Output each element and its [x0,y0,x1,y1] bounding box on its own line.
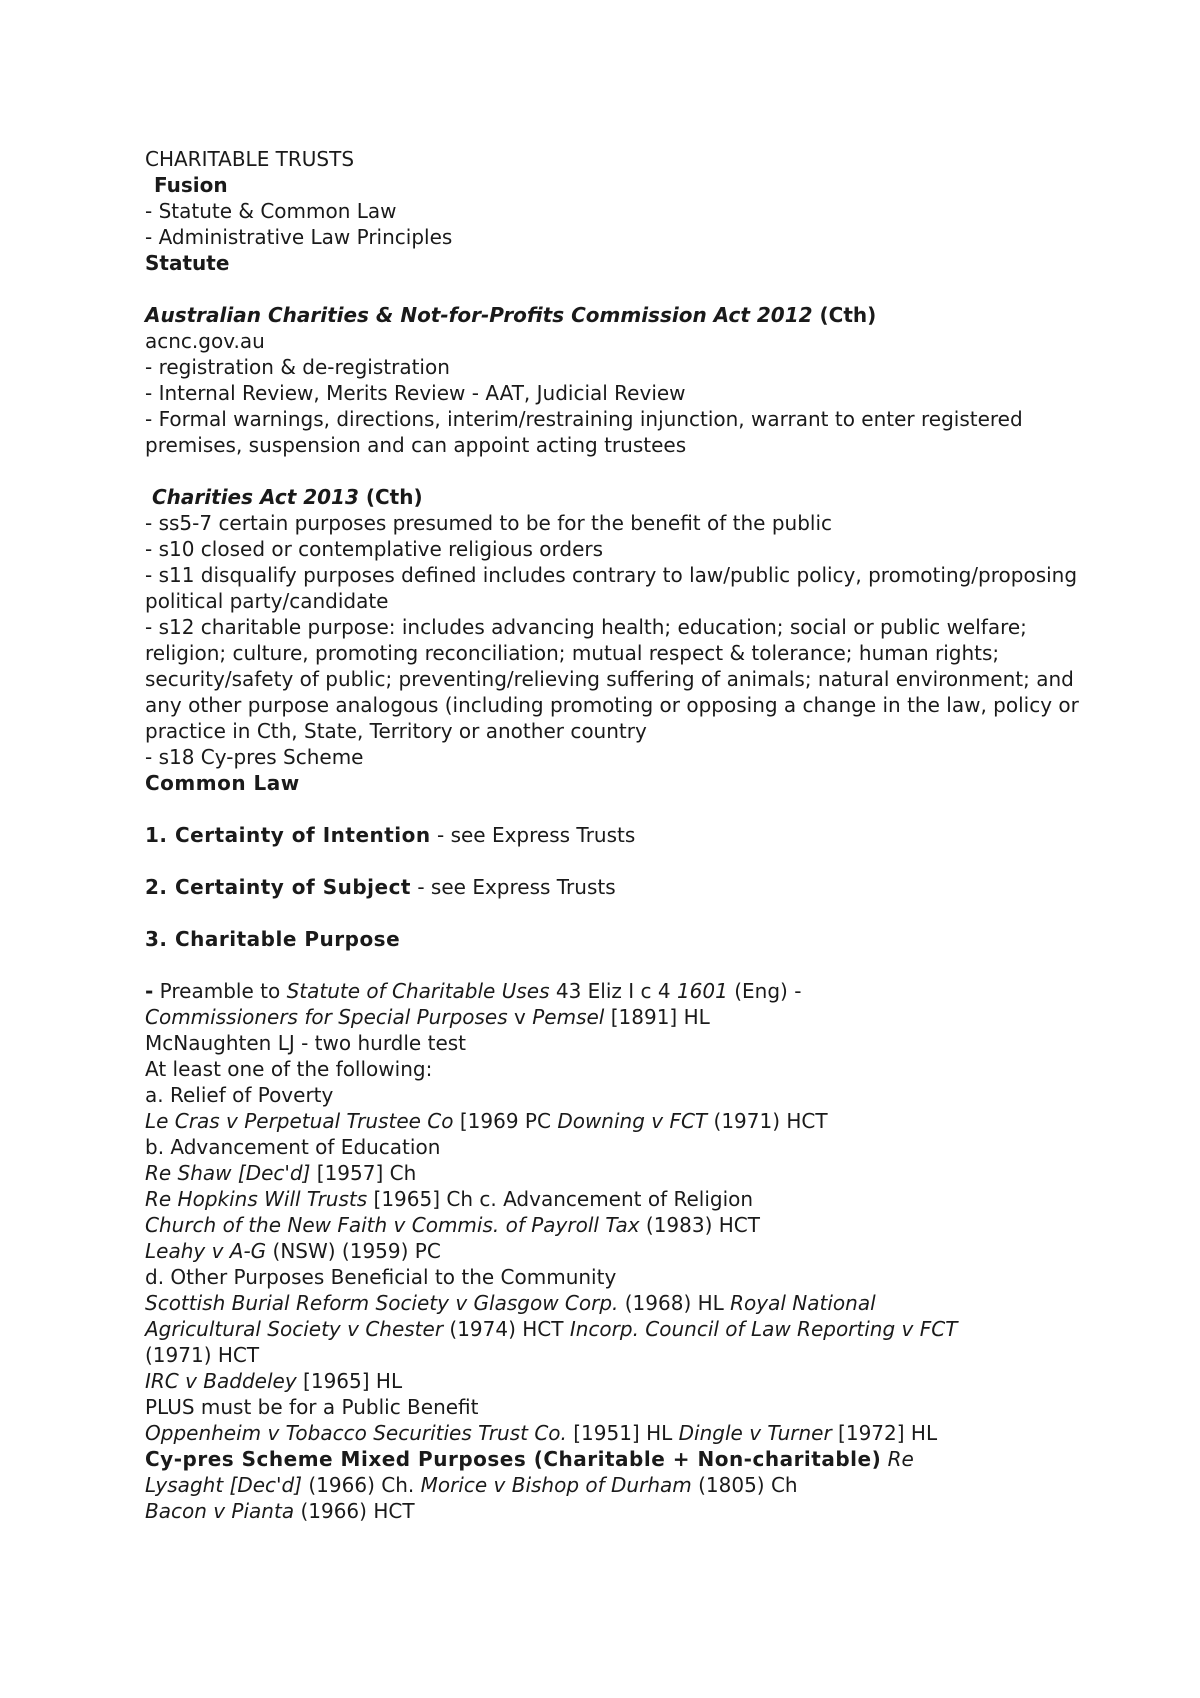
case-name: Re Shaw [Dec'd] [145,1161,311,1185]
case-name: Downing v FCT [557,1109,708,1133]
citation-line: (1971) HCT [145,1343,260,1367]
citation: [1965] Ch c. Advancement of Religion [367,1187,754,1211]
case-line [145,1420,1085,1446]
case-versus: v [507,1005,533,1029]
fusion-heading: Fusion [154,173,228,197]
citation: (1983) HCT [639,1213,760,1237]
acnc-item: - Formal warnings, directions, interim/restraining injunction, warrant to enter registered premises, suspension and can appoint acting trustees [145,407,1023,457]
citation: (1971) HCT [707,1109,828,1133]
citation: [1951] HL [566,1421,679,1445]
acnc-item: - Internal Review, Merits Review - AAT, Judicial Review [145,381,686,405]
case-name: Bacon v Pianta [145,1499,295,1523]
charities-act-item: - ss5-7 certain purposes presumed to be for the benefit of the public [145,511,832,535]
citation: [1891] HL [604,1005,710,1029]
requirement-label: 1. Certainty of Intention [145,823,431,847]
case-line [145,1238,1085,1264]
acnc-website: acnc.gov.au [145,329,265,353]
case-name: Commissioners for Special Purposes [145,1005,508,1029]
requirement-charitable-purpose: 3. Charitable Purpose [145,927,401,951]
case-name: Church of the New Faith v Commis. of Payroll Tax [145,1213,640,1237]
case-pemsel [145,1004,1085,1030]
citation: (1805) Ch [691,1473,798,1497]
blank-line [145,952,1085,978]
doc-title: CHARITABLE TRUSTS [145,147,355,171]
case-name: IRC v Baddeley [145,1369,297,1393]
blank-line [145,458,1085,484]
case-line [145,1498,1085,1524]
case-name: Le Cras v Perpetual Trustee Co [145,1109,454,1133]
case-name: Incorp. Council of Law Reporting v FCT [569,1317,958,1341]
citation: (1966) HCT [294,1499,415,1523]
citation: (Eng) - [727,979,802,1003]
citation: (1968) HL [618,1291,731,1315]
charities-act-item: - s12 charitable purpose: includes advancing health; education; social or public welfare; religion; culture, promoting reconciliation; mutual respect & tolerance; human rights; security/safety of public; preventing/relieving suffering of animals; natural environment; and any other purpose analogous (including promoting or opposing a change in the law, policy or practice in Cth, State, Territory or another country [145,615,1079,743]
statute-year: 1601 [676,979,728,1003]
document-body [145,146,1085,1524]
cypres-heading: Cy-pres Scheme Mixed Purposes (Charitable + Non-charitable) [145,1447,882,1471]
head-other-purposes: d. Other Purposes Beneficial to the Community [145,1265,617,1289]
statute-heading: Statute [145,251,230,275]
requirement-label: 2. Certainty of Subject [145,875,411,899]
case-line [145,1290,1085,1316]
case-line [145,1368,1085,1394]
preamble-dash: - [145,979,154,1003]
citation: [1965] HL [296,1369,403,1393]
blank-line [145,848,1085,874]
charities-act-title: Charities Act 2013 [152,485,359,509]
charities-act-jurisdiction: (Cth) [365,485,423,509]
case-line [145,1108,1085,1134]
case-name: Royal National [730,1291,876,1315]
public-benefit-line: PLUS must be for a Public Benefit [145,1395,479,1419]
fusion-item: - Statute & Common Law [145,199,397,223]
case-name: Agricultural Society v Chester [145,1317,444,1341]
blank-line [145,796,1085,822]
case-name: Scottish Burial Reform Society v Glasgow Corp. [145,1291,619,1315]
citation: [1969 PC [453,1109,558,1133]
case-name: Oppenheim v Tobacco Securities Trust Co. [145,1421,567,1445]
case-line [145,1212,1085,1238]
case-name: Re [887,1447,914,1471]
citation: [1972] HL [831,1421,938,1445]
case-name: Re Hopkins Will Trusts [145,1187,368,1211]
statute-name: Statute of Charitable Uses [286,979,550,1003]
head-relief-of-poverty: a. Relief of Poverty [145,1083,334,1107]
citation: (1974) HCT [443,1317,570,1341]
case-party: Pemsel [532,1005,605,1029]
citation: 43 Eliz I c 4 [549,979,677,1003]
at-least-line: At least one of the following: [145,1057,433,1081]
charities-act-item: - s11 disqualify purposes defined includes contrary to law/public policy, promoting/proposing political party/candidate [145,563,1078,613]
requirement-intention [145,822,1085,848]
common-law-heading: Common Law [145,771,300,795]
case-line [145,1472,1085,1498]
case-name: Morice v Bishop of Durham [420,1473,692,1497]
acnc-act-title: Australian Charities & Not-for-Profits Commission Act 2012 [145,303,813,327]
blank-line [145,900,1085,926]
mcnaughten-line: McNaughten LJ - two hurdle test [145,1031,467,1055]
preamble-text: Preamble to [153,979,287,1003]
cypres-line [145,1446,1085,1472]
requirement-note: - see Express Trusts [411,875,616,899]
fusion-item: - Administrative Law Principles [145,225,453,249]
acnc-item: - registration & de-registration [145,355,450,379]
preamble-line [145,978,1085,1004]
case-line [145,1186,1085,1212]
requirement-subject [145,874,1085,900]
requirement-note: - see Express Trusts [430,823,636,847]
citation: [1957] Ch [310,1161,417,1185]
head-advancement-of-education: b. Advancement of Education [145,1135,441,1159]
case-name: Leahy v A-G [145,1239,267,1263]
case-name: Dingle v Turner [678,1421,832,1445]
acnc-jurisdiction: (Cth) [819,303,877,327]
case-line [145,1160,1085,1186]
charities-act-item: - s18 Cy-pres Scheme [145,745,364,769]
charities-act-item: - s10 closed or contemplative religious orders [145,537,604,561]
charities-act-heading [145,484,1085,510]
citation: (NSW) (1959) PC [266,1239,441,1263]
case-line [145,1316,1085,1342]
case-name: Lysaght [Dec'd] [145,1473,303,1497]
blank-line [145,276,1085,302]
acnc-act-heading [145,302,1085,328]
citation: (1966) Ch. [302,1473,421,1497]
